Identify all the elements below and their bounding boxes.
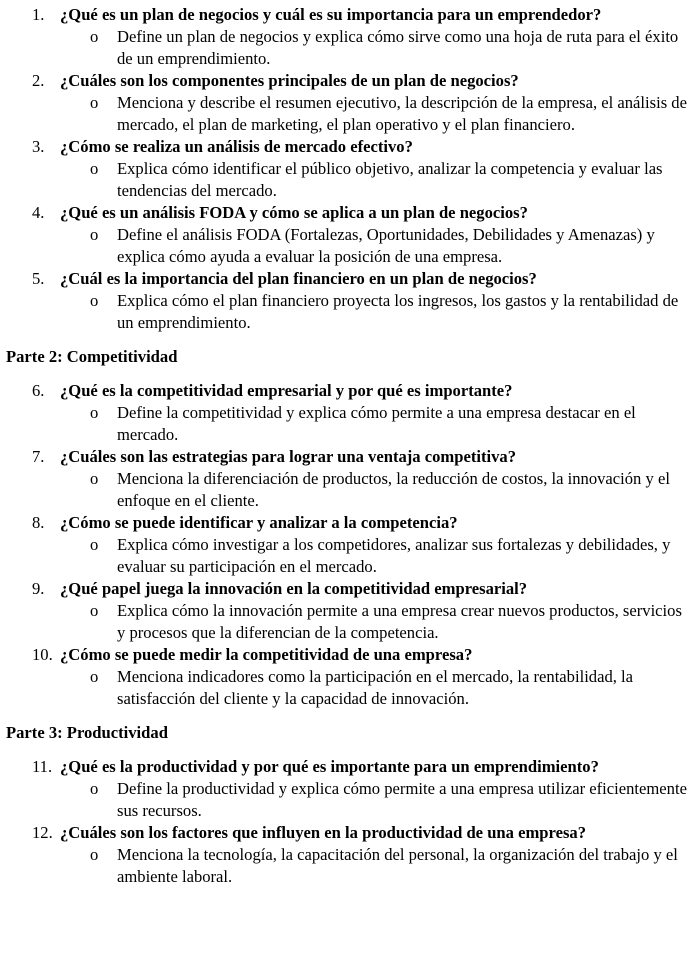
question-description	[0, 468, 698, 512]
description-text: Explica cómo la innovación permite a una empresa crear nuevos productos, servicios y procesos que la diferencian de la competencia.	[117, 601, 682, 642]
question-text: ¿Cuáles son los factores que influyen en la productividad de una empresa?	[60, 823, 586, 842]
part1-section	[0, 4, 698, 334]
bullet-icon: o	[90, 93, 99, 112]
description-text: Menciona la diferenciación de productos, la reducción de costos, la innovación y el enfoque en el cliente.	[117, 469, 670, 510]
description-text: Define un plan de negocios y explica cómo sirve como una hoja de ruta para el éxito de un emprendimiento.	[117, 27, 679, 68]
bullet-icon: o	[90, 601, 99, 620]
question-description	[0, 158, 698, 202]
question-number: 11.	[32, 757, 53, 776]
question-description	[0, 92, 698, 136]
question	[0, 756, 698, 778]
bullet-icon: o	[90, 225, 99, 244]
question-text: ¿Cómo se realiza un análisis de mercado efectivo?	[60, 137, 413, 156]
question	[0, 578, 698, 600]
question-number: 9.	[32, 579, 45, 598]
question-item	[0, 268, 698, 334]
question-number: 4.	[32, 203, 45, 222]
question-number: 6.	[32, 381, 45, 400]
question-description	[0, 534, 698, 578]
question-text: ¿Cómo se puede medir la competitividad de una empresa?	[60, 645, 473, 664]
bullet-icon: o	[90, 469, 99, 488]
question-text: ¿Qué es un análisis FODA y cómo se aplica a un plan de negocios?	[60, 203, 528, 222]
question-number: 3.	[32, 137, 45, 156]
question-description	[0, 844, 698, 888]
question-item	[0, 380, 698, 446]
question	[0, 446, 698, 468]
description-text: Explica cómo el plan financiero proyecta los ingresos, los gastos y la rentabilidad de un emprendimiento.	[117, 291, 679, 332]
bullet-icon: o	[90, 403, 99, 422]
question	[0, 380, 698, 402]
question	[0, 644, 698, 666]
section-heading-productividad: Parte 3: Productividad	[6, 723, 168, 742]
question-item	[0, 202, 698, 268]
part3-section	[0, 756, 698, 888]
section-heading-competitividad: Parte 2: Competitividad	[6, 347, 178, 366]
document	[0, 4, 698, 888]
question-item	[0, 512, 698, 578]
description-text: Explica cómo investigar a los competidores, analizar sus fortalezas y debilidades, y evaluar su participación en el mercado.	[117, 535, 671, 576]
question-number: 12.	[32, 823, 53, 842]
bullet-icon: o	[90, 845, 99, 864]
question	[0, 268, 698, 290]
question-text: ¿Cuáles son los componentes principales de un plan de negocios?	[60, 71, 519, 90]
question-text: ¿Cuál es la importancia del plan financiero en un plan de negocios?	[60, 269, 537, 288]
question	[0, 70, 698, 92]
bullet-icon: o	[90, 27, 99, 46]
question-text: ¿Cuáles son las estrategias para lograr una ventaja competitiva?	[60, 447, 516, 466]
question-item	[0, 136, 698, 202]
question-description	[0, 666, 698, 710]
question-text: ¿Qué papel juega la innovación en la competitividad empresarial?	[60, 579, 528, 598]
question-description	[0, 290, 698, 334]
question-item	[0, 756, 698, 822]
question	[0, 4, 698, 26]
question-number: 5.	[32, 269, 45, 288]
part2-section	[0, 380, 698, 710]
question-text: ¿Qué es la productividad y por qué es importante para un emprendimiento?	[60, 757, 599, 776]
question-description	[0, 600, 698, 644]
question-number: 7.	[32, 447, 45, 466]
question	[0, 202, 698, 224]
question	[0, 822, 698, 844]
question-number: 10.	[32, 645, 53, 664]
question-number: 2.	[32, 71, 45, 90]
question-description	[0, 224, 698, 268]
question-number: 8.	[32, 513, 45, 532]
bullet-icon: o	[90, 291, 99, 310]
description-text: Define la productividad y explica cómo permite a una empresa utilizar eficientemente sus recursos.	[117, 779, 687, 820]
question-description	[0, 26, 698, 70]
description-text: Define el análisis FODA (Fortalezas, Oportunidades, Debilidades y Amenazas) y explica cómo ayuda a evaluar la posición de una empresa.	[117, 225, 655, 266]
bullet-icon: o	[90, 667, 99, 686]
description-text: Menciona indicadores como la participación en el mercado, la rentabilidad, la satisfacción del cliente y la capacidad de innovación.	[117, 667, 634, 708]
question	[0, 512, 698, 534]
description-text: Menciona la tecnología, la capacitación del personal, la organización del trabajo y el ambiente laboral.	[117, 845, 678, 886]
description-text: Define la competitividad y explica cómo permite a una empresa destacar en el mercado.	[117, 403, 636, 444]
question-item	[0, 446, 698, 512]
description-text: Explica cómo identificar el público objetivo, analizar la competencia y evaluar las tendencias del mercado.	[117, 159, 663, 200]
question-number: 1.	[32, 5, 45, 24]
question-item	[0, 822, 698, 888]
bullet-icon: o	[90, 779, 99, 798]
question	[0, 136, 698, 158]
question-item	[0, 70, 698, 136]
question-text: ¿Qué es un plan de negocios y cuál es su importancia para un emprendedor?	[60, 5, 602, 24]
question-description	[0, 778, 698, 822]
question-item	[0, 578, 698, 644]
question-item	[0, 644, 698, 710]
question-item	[0, 4, 698, 70]
description-text: Menciona y describe el resumen ejecutivo, la descripción de la empresa, el análisis de mercado, el plan de marketing, el plan operativo y el plan financiero.	[117, 93, 687, 134]
question-text: ¿Cómo se puede identificar y analizar a la competencia?	[60, 513, 458, 532]
bullet-icon: o	[90, 159, 99, 178]
question-text: ¿Qué es la competitividad empresarial y por qué es importante?	[60, 381, 513, 400]
question-description	[0, 402, 698, 446]
bullet-icon: o	[90, 535, 99, 554]
